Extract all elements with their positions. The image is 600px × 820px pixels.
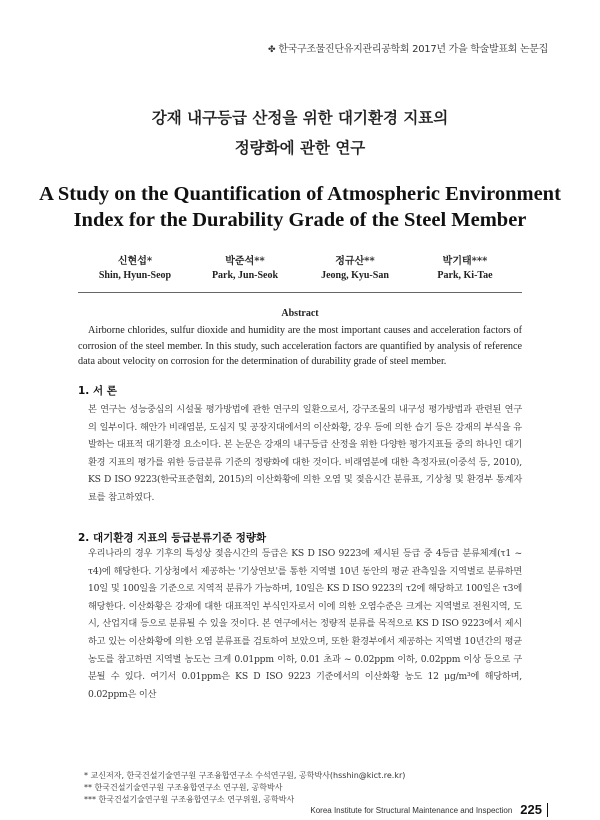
english-title-line-2: Index for the Durability Grade of the Steel Member bbox=[73, 209, 527, 231]
section-1-body bbox=[78, 401, 522, 507]
section-2-body bbox=[78, 545, 522, 703]
author-name-ko: 정규산** bbox=[335, 256, 375, 267]
journal-header bbox=[268, 40, 548, 55]
section-2-heading: 2. 대기환경 지표의 등급분류기준 정량화 bbox=[78, 532, 267, 544]
section-2-text: 우리나라의 경우 기후의 특성상 젖음시간의 등급은 KS D ISO 9223에 제시된 등급 중 4등급 분류체계(τ1 ~ τ4)에 해당한다. 기상청에서 제공하는 '기상연보'를 통한 지역별 10년 동안의 평균 관측일을 지역별로 분류하면 10일 및 100일을 기준으로 지역적 분류가 가능하며, 10일은 KS D ISO 9223의 τ2에 해당하고 100일은 τ3에 해당한다. 이산화황은 강재에 대한 대표적인 부식인자로서 이에 의한 오염수준은 크게는 지역별로 전원지역, 도시, 산업지대 등으로 분류될 수 있을 것이다. 본 연구에서는 정량적 분류를 목적으로 KS D ISO 9223에서 제시하고 있는 이산화황에 의한 오염 분류표를 검토하여 보았으며, 또한 환경부에서 제공하는 지역별 10년간의 평균농도를 참고하면 지역별 농도는 크게 0.01ppm 이하, 0.01 초과 ~ 0.02ppm 이하, 0.02ppm 이상 등으로 구분될 수 있다. 여기서 0.01ppm은 KS D ISO 9223 기준에서의 이산화황 농도 12 μg/m³에 해당하며, 0.02ppm은 이산 bbox=[88, 548, 522, 700]
section-1-text: 본 연구는 성능중심의 시설물 평가방법에 관한 연구의 일환으로서, 강구조물의 내구성 평가방법과 관련된 연구의 일부이다. 해안가 비래염분, 도심지 및 공장지대에서의 이산화황, 강우 등에 의한 습기 등은 강재의 부식을 유발하는 대표적 대기환경 요소이다. 본 논문은 강재의 내구등급 산정을 위한 다양한 평가지표들 중의 하나인 대기환경 지표의 평가를 위한 등급분류 기준의 정량화에 대한 것이다. 비래염분에 대한 측정자료(이중석 등, 2010), KS D ISO 9223(한국표준협회, 2015)의 이산화황에 의한 오염 및 젖음시간 분류표, 기상청 및 환경부 통계자료를 참고하였다. bbox=[88, 404, 522, 503]
korean-title-line-1: 강재 내구등급 산정을 위한 대기환경 지표의 bbox=[151, 108, 449, 127]
author-name-en: Shin, Hyun-Seop bbox=[98, 270, 172, 281]
abstract-text: Airborne chlorides, sulfur dioxide and humidity are the most important causes and acceleration factors of corrosion of the steel member. In this study, such acceleration factors are quantified by analysis of reference data about velocity on corrosion for the determination of durability grade of steel member. bbox=[78, 325, 522, 367]
korean-title-line-2: 정량화에 관한 연구 bbox=[234, 138, 366, 157]
author bbox=[300, 252, 410, 281]
author bbox=[410, 252, 520, 281]
author-list bbox=[80, 252, 520, 281]
english-title-line-1: A Study on the Quantification of Atmospheric Environment bbox=[39, 183, 561, 205]
page-number: 225 bbox=[520, 803, 548, 817]
author bbox=[80, 252, 190, 281]
page-footer bbox=[310, 803, 548, 817]
footer-organization: Korea Institute for Structural Maintenance and Inspection bbox=[310, 805, 513, 815]
author-name-ko: 박기태*** bbox=[442, 256, 488, 267]
author bbox=[190, 252, 300, 281]
header-ornament-icon: ✤ bbox=[267, 45, 276, 55]
journal-name: 한국구조물진단유지관리공학회 2017년 가을 학술발표회 논문집 bbox=[278, 44, 548, 55]
abstract-heading: Abstract bbox=[281, 308, 319, 319]
footnote: *** 한국건설기술연구원 구조융합연구소 연구위원, 공학박사 bbox=[84, 795, 295, 804]
abstract-divider bbox=[78, 292, 522, 293]
footnote: * 교신저자, 한국건설기술연구원 구조융합연구소 수석연구원, 공학박사(hsshin@kict.re.kr) bbox=[84, 771, 406, 780]
footnotes bbox=[84, 770, 405, 806]
author-name-en: Jeong, Kyu-San bbox=[321, 270, 389, 281]
author-name-en: Park, Jun-Seok bbox=[211, 270, 279, 281]
author-name-en: Park, Ki-Tae bbox=[437, 270, 493, 281]
section-1-heading: 1. 서 론 bbox=[78, 385, 117, 397]
footnote: ** 한국건설기술연구원 구조융합연구소 연구원, 공학박사 bbox=[84, 783, 283, 792]
author-name-ko: 박준석** bbox=[225, 256, 265, 267]
author-name-ko: 신현섭* bbox=[117, 256, 153, 267]
